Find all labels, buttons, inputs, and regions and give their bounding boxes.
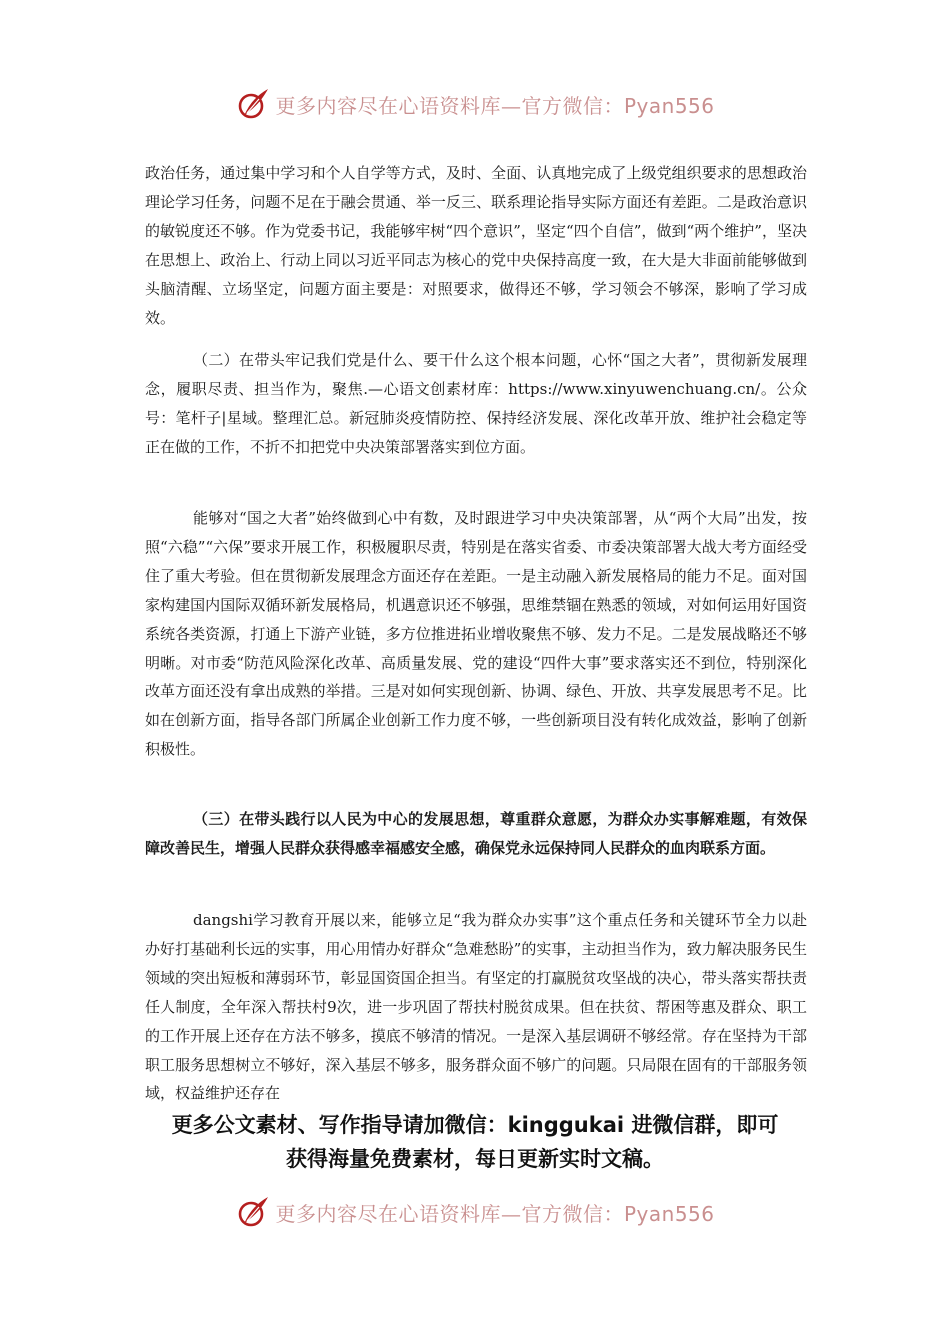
feather-pen-logo-icon	[235, 1194, 271, 1230]
promo-line-1: 更多公文素材、写作指导请加微信：kinggukai 进微信群，即可	[171, 1113, 779, 1137]
promo-line-2: 获得海量免费素材，每日更新实时文稿。	[286, 1147, 664, 1171]
watermark-header	[0, 84, 950, 124]
watermark-text: 更多内容尽在心语资料库—官方微信：Pyan556	[275, 93, 715, 118]
promo-call-to-action	[100, 1108, 850, 1176]
paragraph-5: dangshi学习教育开展以来，能够立足“我为群众办实事”这个重点任务和关键环节全力以赴办好打基础利长远的实事，用心用情办好群众“急难愁盼”的实事，主动担当作为，致力解决服务民生领域的突出短板和薄弱环节，彰显国资国企担当。有坚定的打赢脱贫攻坚战的决心，带头落实帮扶责任人制度，全年深入帮扶村9次，进一步巩固了帮扶村脱贫成果。但在扶贫、帮困等惠及群众、职工的工作开展上还存在方法不够多，摸底不够清的情况。一是深入基层调研不够经常。存在坚持为干部职工服务思想树立不够好，深入基层不够多，服务群众面不够广的问题。只局限在固有的干部服务领域，权益维护还存在	[145, 911, 807, 1103]
paragraph-4-heading: （三）在带头践行以人民为中心的发展思想，尊重群众意愿，为群众办实事解难题，有效保障改善民生，增强人民群众获得感幸福感安全感，确保党永远保持同人民群众的血肉联系方面。	[145, 810, 807, 857]
watermark-footer	[0, 1192, 950, 1232]
paragraph-1: 政治任务，通过集中学习和个人自学等方式，及时、全面、认真地完成了上级党组织要求的思想政治理论学习任务，问题不足在于融会贯通、举一反三、联系理论指导实际方面还有差距。二是政治意识的敏锐度还不够。作为党委书记，我能够牢树“四个意识”，坚定“四个自信”，做到“两个维护”，坚决在思想上、政治上、行动上同以习近平同志为核心的党中央保持高度一致，在大是大非面前能够做到头脑清醒、立场坚定，问题方面主要是：对照要求，做得还不够，学习领会不够深，影响了学习成效。	[145, 164, 807, 327]
feather-pen-logo-icon	[235, 86, 271, 122]
watermark-text: 更多内容尽在心语资料库—官方微信：Pyan556	[275, 1201, 715, 1226]
paragraph-3: 能够对“国之大者”始终做到心中有数，及时跟进学习中央决策部署，从“两个大局”出发，按照“六稳”“六保”要求开展工作，积极履职尽责，特别是在落实省委、市委决策部署大战大考方面经受住了重大考验。但在贯彻新发展理念方面还存在差距。一是主动融入新发展格局的能力不足。面对国家构建国内国际双循环新发展格局，机遇意识还不够强，思维禁锢在熟悉的领域，对如何运用好国资系统各类资源，打通上下游产业链，多方位推进拓业增收聚焦不够、发力不足。二是发展战略还不够明晰。对市委“防范风险深化改革、高质量发展、党的建设“四件大事”要求落实还不到位，特别深化改革方面还没有拿出成熟的举措。三是对如何实现创新、协调、绿色、开放、共享发展思考不足。比如在创新方面，指导各部门所属企业创新工作力度不够，一些创新项目没有转化成效益，影响了创新积极性。	[145, 509, 807, 759]
paragraph-2-heading: （二）在带头牢记我们党是什么、要干什么这个根本问题，心怀“国之大者”，贯彻新发展理念，履职尽责、担当作为，聚焦.—心语文创素材库：https://www.xinyuwenchuang.cn/。公众号：笔杆子|星域。整理汇总。新冠肺炎疫情防控、保持经济发展、深化改革开放、维护社会稳定等正在做的工作，不折不扣把党中央决策部署落实到位方面。	[145, 351, 807, 456]
